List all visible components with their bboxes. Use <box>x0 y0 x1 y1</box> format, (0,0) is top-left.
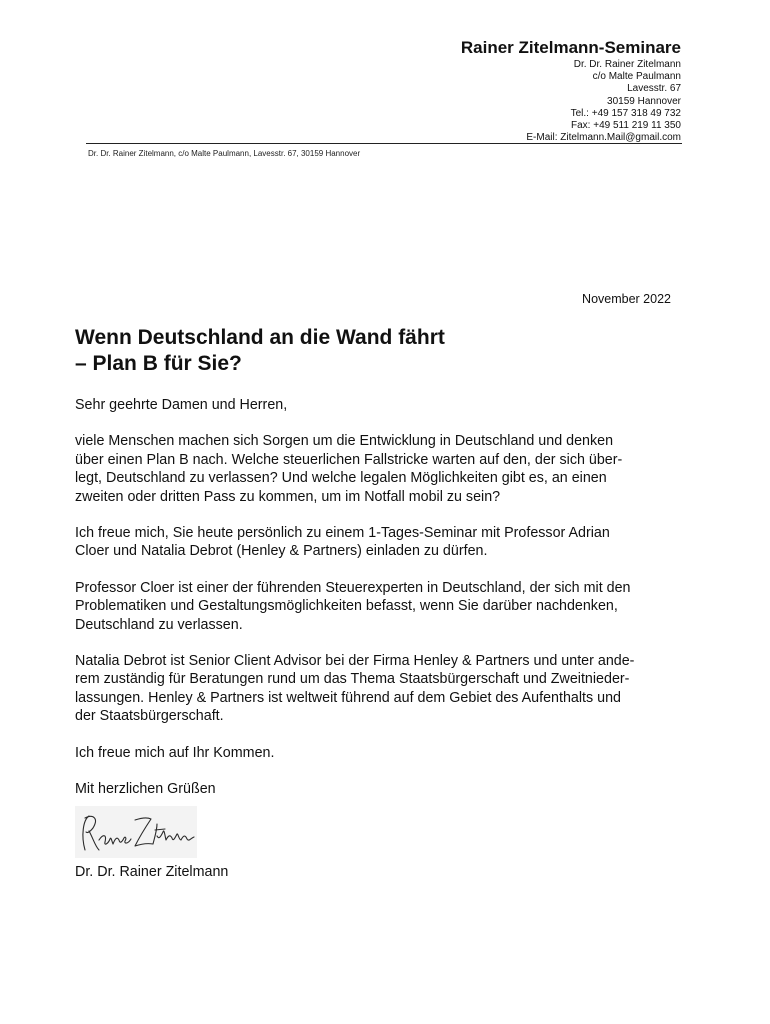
letterhead-divider <box>86 143 682 144</box>
closing: Mit herzlichen Grüßen <box>75 781 216 798</box>
handwritten-signature <box>75 806 197 858</box>
body-paragraph: Ich freue mich, Sie heute persönlich zu einem 1-Tages-Seminar mit Professor Adrian Cloer und Natalia Debrot (Henley & Partners) einladen zu dürfen. <box>75 525 610 560</box>
email-line: E-Mail: Zitelmann.Mail@gmail.com <box>526 132 681 144</box>
address-line: c/o Malte Paulmann <box>592 71 681 83</box>
address-line: 30159 Hannover <box>607 95 681 107</box>
fax-line: Fax: +49 511 219 11 350 <box>571 120 681 132</box>
salutation: Sehr geehrte Damen und Herren, <box>75 397 288 413</box>
title-line: – Plan B für Sie? <box>75 352 242 375</box>
signatory-name: Dr. Dr. Rainer Zitelmann <box>75 864 229 880</box>
letter-date: November 2022 <box>582 292 671 306</box>
address-line: Dr. Dr. Rainer Zitelmann <box>573 59 681 70</box>
title-line: Wenn Deutschland an die Wand fährt <box>75 326 445 349</box>
letter-body <box>75 396 690 799</box>
body-paragraph: Natalia Debrot ist Senior Client Advisor bei der Firma Henley & Partners und unter ande- rem zuständig für Beratungen rund um das Thema Staatsbürgerschaft und Zweitnieder- lassungen. Henley & Partners ist weltweit führend auf dem Gebiet des Aufenthalts und der Staatsbürgerschaft. <box>75 653 635 725</box>
phone-line: Tel.: +49 157 318 49 732 <box>570 107 681 119</box>
body-paragraph: Professor Cloer ist einer der führenden Steuerexperten in Deutschland, der sich mit den Problematiken und Gestaltungsmöglichkeiten befasst, wenn Sie darüber nachdenken, Deutschland zu verlassen. <box>75 579 631 633</box>
letter-title <box>75 325 695 377</box>
body-paragraph: Ich freue mich auf Ihr Kommen. <box>75 744 275 761</box>
letterhead-organization: Rainer Zitelmann-Seminare <box>460 38 681 57</box>
sender-return-line: Dr. Dr. Rainer Zitelmann, c/o Malte Paulmann, Lavesstr. 67, 30159 Hannover <box>88 149 361 158</box>
address-line: Lavesstr. 67 <box>627 83 681 95</box>
letterhead-address <box>526 59 681 144</box>
body-paragraph: viele Menschen machen sich Sorgen um die Entwicklung in Deutschland und denken über einen Plan B nach. Welche steuerlichen Fallstricke warten auf den, der sich über- legt, Deutschland zu verlassen? Und welche legalen Möglichkeiten gibt es, an einen zweiten oder dritten Pass zu kommen, um im Notfall mobil zu sein? <box>75 433 623 505</box>
